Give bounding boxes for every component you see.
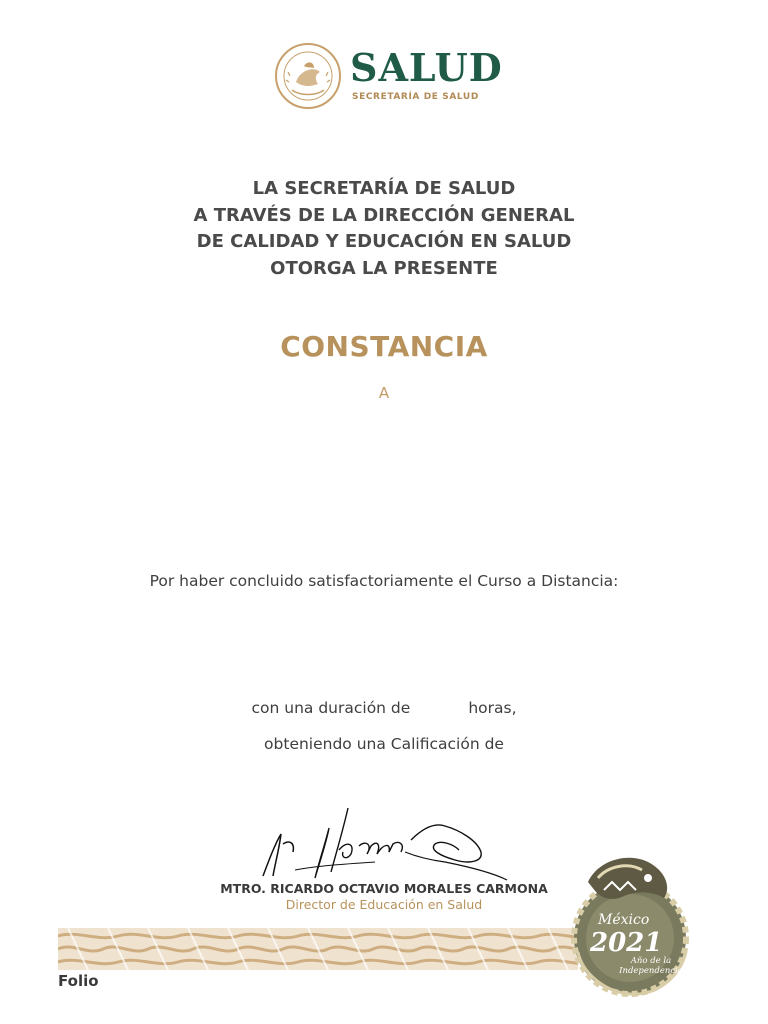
- issuer-heading: [0, 176, 768, 282]
- duration-prefix: con una duración de: [251, 699, 411, 717]
- national-seal-icon: [274, 42, 342, 110]
- badge-subtitle: Año de la Independencia: [619, 956, 683, 976]
- heading-line: LA SECRETARÍA DE SALUD: [252, 178, 516, 199]
- mexico-2021-badge: [568, 852, 698, 1002]
- heading-line: A TRAVÉS DE LA DIRECCIÓN GENERAL: [193, 204, 575, 226]
- salud-logo: [270, 40, 510, 114]
- badge-year: 2021: [590, 928, 663, 958]
- folio-label: Folio: [58, 972, 99, 990]
- signer-title: Director de Educación en Salud: [285, 897, 483, 912]
- grade-line: obteniendo una Calificación de: [264, 735, 504, 753]
- course-line: Por haber concluido satisfactoriamente el Curso a Distancia:: [149, 572, 619, 590]
- handwritten-signature: [255, 800, 515, 890]
- signer-name: MTRO. RICARDO OCTAVIO MORALES CARMONA: [220, 881, 548, 896]
- logo-wordmark: SALUD: [350, 45, 503, 90]
- heading-line: OTORGA LA PRESENTE: [270, 257, 498, 279]
- document-title: CONSTANCIA: [280, 330, 488, 363]
- decorative-pattern-band: [58, 928, 578, 970]
- heading-line: DE CALIDAD Y EDUCACIÓN EN SALUD: [196, 231, 572, 252]
- badge-country: México: [598, 912, 650, 928]
- recipient-prefix: A: [378, 384, 390, 402]
- duration-line: [0, 699, 768, 717]
- duration-suffix: horas,: [468, 699, 517, 717]
- logo-subtitle: SECRETARÍA DE SALUD: [352, 92, 479, 102]
